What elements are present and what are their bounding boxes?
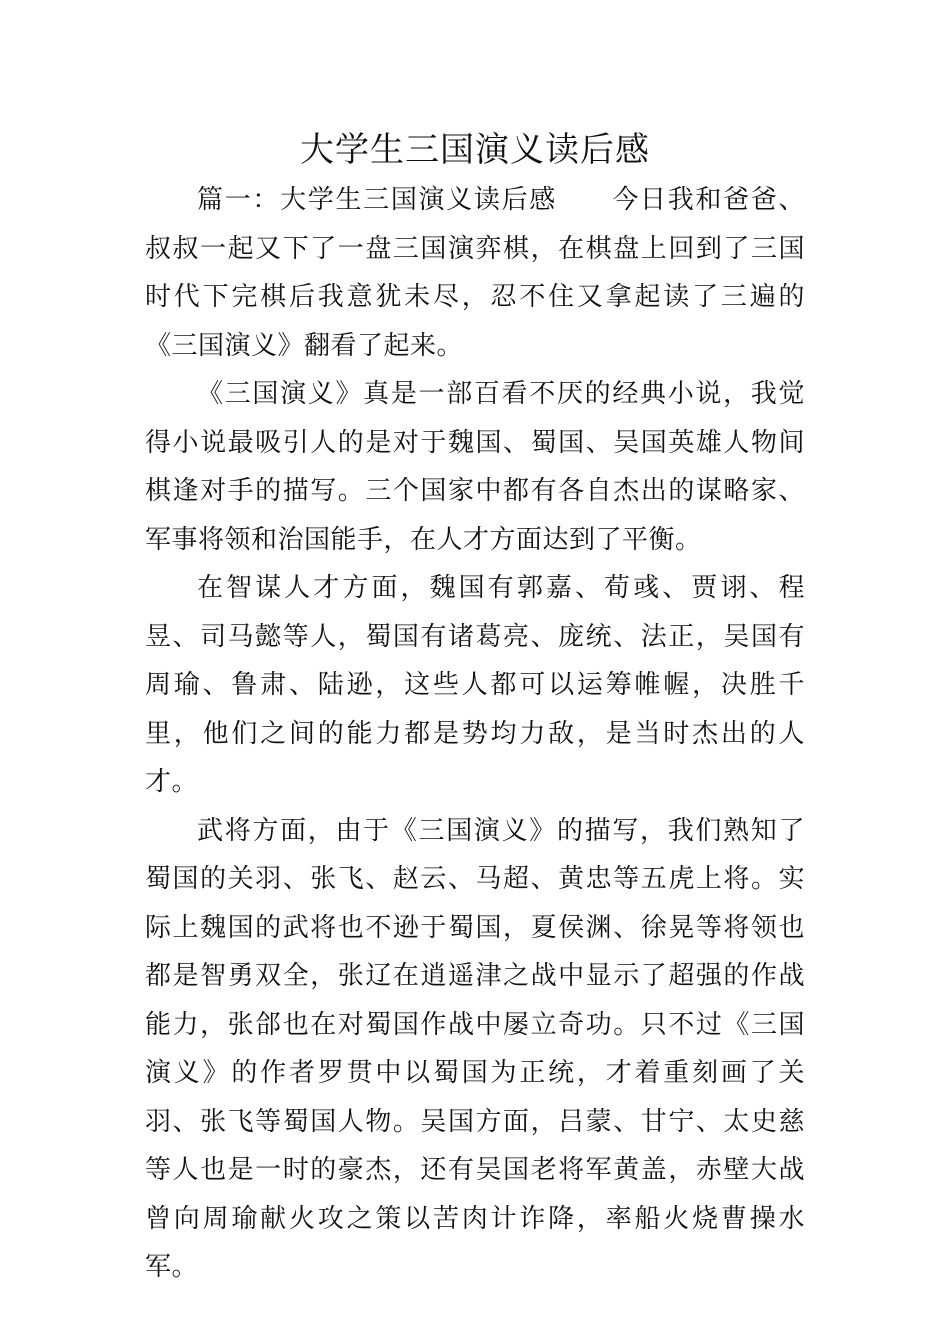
paragraph-3: 在智谋人才方面，魏国有郭嘉、荀彧、贾诩、程昱、司马懿等人，蜀国有诸葛亮、庞统、法正，吴国有周瑜、鲁肃、陆逊，这些人都可以运筹帷幄，决胜千里，他们之间的能力都是势均力敌，是当时杰出的人才。 — [145, 573, 805, 797]
document-body — [145, 176, 805, 1292]
paragraph-1: 篇一：大学生三国演义读后感 今日我和爸爸、叔叔一起又下了一盘三国演弈棋，在棋盘上回到了三国时代下完棋后我意犹未尽，忍不住又拿起读了三遍的《三国演义》翻看了起来。 — [145, 185, 805, 361]
paragraph-2: 《三国演义》真是一部百看不厌的经典小说，我觉得小说最吸引人的是对于魏国、蜀国、吴国英雄人物间棋逢对手的描写。三个国家中都有各自杰出的谋略家、军事将领和治国能手，在人才方面达到了平衡。 — [145, 379, 805, 555]
paragraph-4: 武将方面，由于《三国演义》的描写，我们熟知了蜀国的关羽、张飞、赵云、马超、黄忠等五虎上将。实际上魏国的武将也不逊于蜀国，夏侯渊、徐晃等将领也都是智勇双全，张辽在逍遥津之战中显示了超强的作战能力，张郃也在对蜀国作战中屡立奇功。只不过《三国演义》的作者罗贯中以蜀国为正统，才着重刻画了关羽、张飞等蜀国人物。吴国方面，吕蒙、甘宁、太史慈等人也是一时的豪杰，还有吴国老将军黄盖，赤壁大战曾向周瑜献火攻之策以苦肉计诈降，率船火烧曹操水军。 — [145, 815, 805, 1282]
document-title: 大学生三国演义读后感 — [300, 130, 650, 170]
